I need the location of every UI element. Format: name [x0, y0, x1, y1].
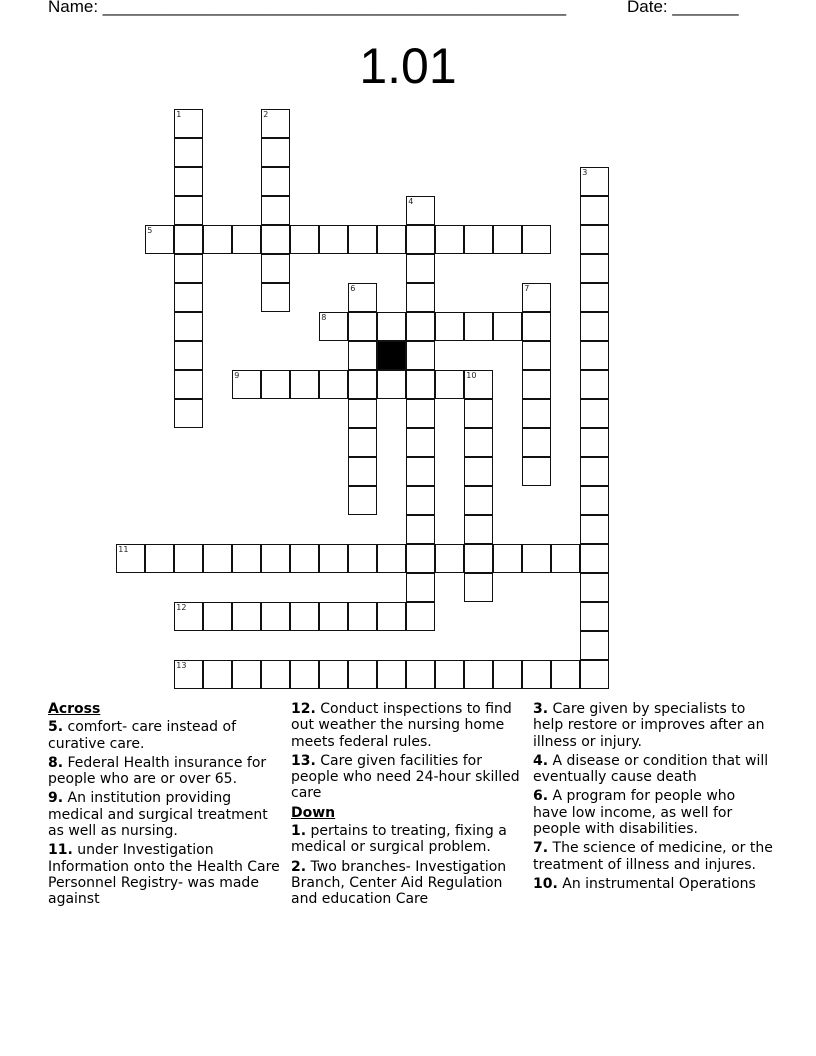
grid-cell[interactable] — [174, 341, 203, 370]
grid-cell[interactable] — [464, 544, 493, 573]
grid-cell[interactable] — [406, 428, 435, 457]
page-title: 1.01 — [359, 38, 457, 94]
grid-cell[interactable] — [522, 225, 551, 254]
grid-cell[interactable] — [580, 515, 609, 544]
grid-cell[interactable] — [406, 660, 435, 689]
clue-text: The science of medicine, or the treatment of illness and injures. — [533, 840, 773, 873]
grid-cell[interactable] — [348, 544, 377, 573]
grid-cell[interactable] — [348, 341, 377, 370]
grid-cell[interactable] — [580, 283, 609, 312]
grid-cell[interactable] — [522, 457, 551, 486]
grid-cell[interactable] — [406, 515, 435, 544]
cell-number: 6 — [350, 284, 356, 294]
grid-cell[interactable] — [319, 312, 348, 341]
grid-cell[interactable] — [261, 225, 290, 254]
grid-cell[interactable] — [348, 660, 377, 689]
clue-text: comfort- care instead of curative care. — [48, 719, 237, 752]
grid-cell[interactable] — [406, 602, 435, 631]
grid-cell[interactable] — [580, 660, 609, 689]
grid-cell[interactable] — [203, 544, 232, 573]
clue-number: 9. — [48, 790, 64, 807]
clue-number: 1. — [291, 823, 307, 840]
name-field[interactable]: Name: _________________________________________________ — [48, 0, 567, 16]
grid-cell[interactable] — [377, 544, 406, 573]
grid-cell[interactable] — [580, 370, 609, 399]
grid-cell[interactable] — [232, 370, 261, 399]
clue-text: A program for people who have low income, as well for people with disabilities. — [533, 788, 736, 838]
grid-cell[interactable] — [464, 370, 493, 399]
grid-cell[interactable] — [174, 138, 203, 167]
grid-cell[interactable] — [261, 196, 290, 225]
grid-cell[interactable] — [464, 486, 493, 515]
grid-cell[interactable] — [348, 399, 377, 428]
grid-cell[interactable] — [348, 486, 377, 515]
grid-cell[interactable] — [522, 370, 551, 399]
grid-cell[interactable] — [174, 196, 203, 225]
grid-cell[interactable] — [203, 602, 232, 631]
cell-number: 8 — [321, 313, 327, 323]
clue-number: 13. — [291, 752, 316, 769]
date-field[interactable]: Date: _______ — [627, 0, 739, 16]
grid-cell[interactable] — [406, 341, 435, 370]
cell-number: 13 — [176, 661, 187, 671]
clues-column-3 — [533, 701, 773, 895]
grid-cell[interactable] — [522, 544, 551, 573]
grid-cell[interactable] — [435, 370, 464, 399]
grid-cell[interactable] — [174, 312, 203, 341]
grid-cell[interactable] — [580, 312, 609, 341]
clue-number: 5. — [48, 719, 64, 736]
grid-cell[interactable] — [435, 225, 464, 254]
grid-cell[interactable] — [406, 457, 435, 486]
clue-text: Federal Health insurance for people who are or over 65. — [48, 754, 267, 788]
grid-cell[interactable] — [174, 602, 203, 631]
grid-cell[interactable] — [435, 544, 464, 573]
grid-cell[interactable] — [348, 602, 377, 631]
clues-column-2 — [291, 701, 531, 911]
clue-across-13 — [291, 753, 531, 802]
grid-cell[interactable] — [464, 457, 493, 486]
grid-cell[interactable] — [493, 225, 522, 254]
clue-down-10 — [533, 876, 773, 892]
cell-number: 4 — [408, 197, 414, 207]
grid-cell[interactable] — [406, 399, 435, 428]
grid-cell[interactable] — [319, 225, 348, 254]
clue-text: Care given facilities for people who need 24-hour skilled care — [291, 752, 520, 802]
grid-cell[interactable] — [406, 573, 435, 602]
clue-number: 6. — [533, 788, 549, 805]
grid-cell[interactable] — [348, 312, 377, 341]
clue-text: Care given by specialists to help restore or improves after an illness or injury. — [533, 701, 765, 750]
grid-cell[interactable] — [522, 312, 551, 341]
across-heading: Across — [48, 701, 101, 717]
grid-cell[interactable] — [464, 573, 493, 602]
grid-cell[interactable] — [464, 428, 493, 457]
clue-number: 7. — [533, 840, 549, 857]
grid-cell[interactable] — [377, 660, 406, 689]
grid-cell[interactable] — [232, 660, 261, 689]
grid-cell[interactable] — [174, 225, 203, 254]
grid-cell[interactable] — [261, 660, 290, 689]
clue-across-9 — [48, 790, 288, 839]
grid-cell[interactable] — [580, 341, 609, 370]
grid-cell[interactable] — [493, 660, 522, 689]
grid-cell[interactable] — [377, 312, 406, 341]
clue-text: Conduct inspections to find out weather the nursing home meets federal rules. — [291, 701, 512, 750]
grid-cell[interactable] — [174, 370, 203, 399]
clue-text: A disease or condition that will eventually cause death — [533, 752, 769, 786]
grid-cell[interactable] — [580, 399, 609, 428]
cell-number: 9 — [234, 371, 240, 381]
grid-cell[interactable] — [406, 225, 435, 254]
clue-down-3 — [533, 701, 773, 750]
clue-number: 11. — [48, 842, 73, 859]
grid-cell[interactable] — [435, 312, 464, 341]
grid-cell[interactable] — [348, 370, 377, 399]
clue-down-1 — [291, 823, 531, 856]
grid-cell[interactable] — [261, 167, 290, 196]
grid-cell[interactable] — [261, 544, 290, 573]
clue-text: pertains to treating, fixing a medical or surgical problem. — [291, 823, 507, 856]
clues-column-1 — [48, 701, 288, 911]
grid-cell[interactable] — [261, 109, 290, 138]
grid-cell[interactable] — [406, 370, 435, 399]
grid-cell[interactable] — [377, 602, 406, 631]
crossword-grid — [117, 110, 617, 700]
grid-cell[interactable] — [551, 660, 580, 689]
grid-cell[interactable] — [464, 660, 493, 689]
grid-cell[interactable] — [290, 602, 319, 631]
grid-cell[interactable] — [406, 283, 435, 312]
grid-cell[interactable] — [522, 399, 551, 428]
grid-cell[interactable] — [261, 370, 290, 399]
clue-number: 3. — [533, 701, 549, 717]
grid-cell[interactable] — [522, 660, 551, 689]
grid-cell[interactable] — [261, 602, 290, 631]
grid-cell[interactable] — [319, 660, 348, 689]
clue-number: 12. — [291, 701, 316, 717]
grid-cell[interactable] — [406, 544, 435, 573]
cell-number: 5 — [147, 226, 153, 236]
clue-text: An instrumental Operations — [562, 875, 756, 892]
grid-cell[interactable] — [580, 254, 609, 283]
grid-cell[interactable] — [435, 660, 464, 689]
down-heading: Down — [291, 804, 336, 821]
grid-cell[interactable] — [290, 225, 319, 254]
grid-cell[interactable] — [203, 225, 232, 254]
clue-text: Two branches- Investigation Branch, Center Aid Regulation and education Care — [291, 858, 507, 908]
grid-cell[interactable] — [551, 544, 580, 573]
grid-cell[interactable] — [580, 573, 609, 602]
grid-cell[interactable] — [580, 486, 609, 515]
cell-number: 3 — [582, 168, 588, 178]
cell-number: 1 — [176, 110, 182, 120]
grid-cell[interactable] — [580, 544, 609, 573]
grid-cell[interactable] — [406, 254, 435, 283]
grid-cell[interactable] — [174, 544, 203, 573]
grid-cell[interactable] — [493, 544, 522, 573]
grid-cell[interactable] — [348, 225, 377, 254]
clue-text: under Investigation Information onto the Health Care Personnel Registry- was made against — [48, 842, 280, 908]
grid-cell[interactable] — [377, 370, 406, 399]
grid-cell[interactable] — [145, 225, 174, 254]
grid-cell[interactable] — [580, 428, 609, 457]
cell-number: 10 — [466, 371, 477, 381]
clue-number: 4. — [533, 752, 549, 769]
grid-cell[interactable] — [174, 283, 203, 312]
clue-down-7 — [533, 840, 773, 873]
grid-cell[interactable] — [319, 370, 348, 399]
grid-cell[interactable] — [290, 660, 319, 689]
grid-cell[interactable] — [116, 544, 145, 573]
grid-cell[interactable] — [232, 602, 261, 631]
clue-text: An institution providing medical and surgical treatment as well as nursing. — [48, 790, 268, 840]
clue-number: 2. — [291, 858, 307, 875]
grid-cell[interactable] — [493, 312, 522, 341]
grid-cell[interactable] — [174, 109, 203, 138]
cell-number: 7 — [524, 284, 530, 294]
grid-cell[interactable] — [174, 254, 203, 283]
grid-cell[interactable] — [464, 515, 493, 544]
clue-number: 8. — [48, 754, 64, 771]
grid-cell[interactable] — [464, 399, 493, 428]
grid-cell[interactable] — [348, 457, 377, 486]
grid-cell[interactable] — [261, 283, 290, 312]
grid-cell[interactable] — [406, 312, 435, 341]
clue-down-2 — [291, 859, 531, 908]
grid-cell[interactable] — [261, 138, 290, 167]
cell-number: 12 — [176, 603, 187, 613]
clue-across-8 — [48, 755, 288, 788]
black-cell — [377, 341, 406, 370]
grid-cell[interactable] — [145, 544, 174, 573]
grid-cell[interactable] — [580, 196, 609, 225]
grid-cell[interactable] — [522, 283, 551, 312]
grid-cell[interactable] — [261, 254, 290, 283]
grid-cell[interactable] — [348, 283, 377, 312]
cell-number: 11 — [118, 545, 129, 555]
grid-cell[interactable] — [377, 225, 406, 254]
grid-cell[interactable] — [464, 225, 493, 254]
grid-cell[interactable] — [348, 428, 377, 457]
clue-across-12 — [291, 701, 531, 750]
grid-cell[interactable] — [580, 225, 609, 254]
grid-cell[interactable] — [319, 544, 348, 573]
grid-cell[interactable] — [406, 486, 435, 515]
grid-cell[interactable] — [522, 428, 551, 457]
grid-cell[interactable] — [203, 660, 232, 689]
clue-number: 10. — [533, 875, 558, 892]
grid-cell[interactable] — [580, 457, 609, 486]
clue-across-11 — [48, 842, 288, 907]
grid-cell[interactable] — [319, 602, 348, 631]
grid-cell[interactable] — [464, 312, 493, 341]
grid-cell[interactable] — [290, 544, 319, 573]
grid-cell[interactable] — [174, 167, 203, 196]
grid-cell[interactable] — [290, 370, 319, 399]
grid-cell[interactable] — [232, 225, 261, 254]
grid-cell[interactable] — [580, 631, 609, 660]
grid-cell[interactable] — [580, 167, 609, 196]
clue-down-4 — [533, 753, 773, 786]
clue-across-5 — [48, 719, 288, 752]
grid-cell[interactable] — [580, 602, 609, 631]
clue-down-6 — [533, 788, 773, 837]
grid-cell[interactable] — [232, 544, 261, 573]
grid-cell[interactable] — [174, 660, 203, 689]
grid-cell[interactable] — [522, 341, 551, 370]
grid-cell[interactable] — [174, 399, 203, 428]
grid-cell[interactable] — [406, 196, 435, 225]
cell-number: 2 — [263, 110, 269, 120]
